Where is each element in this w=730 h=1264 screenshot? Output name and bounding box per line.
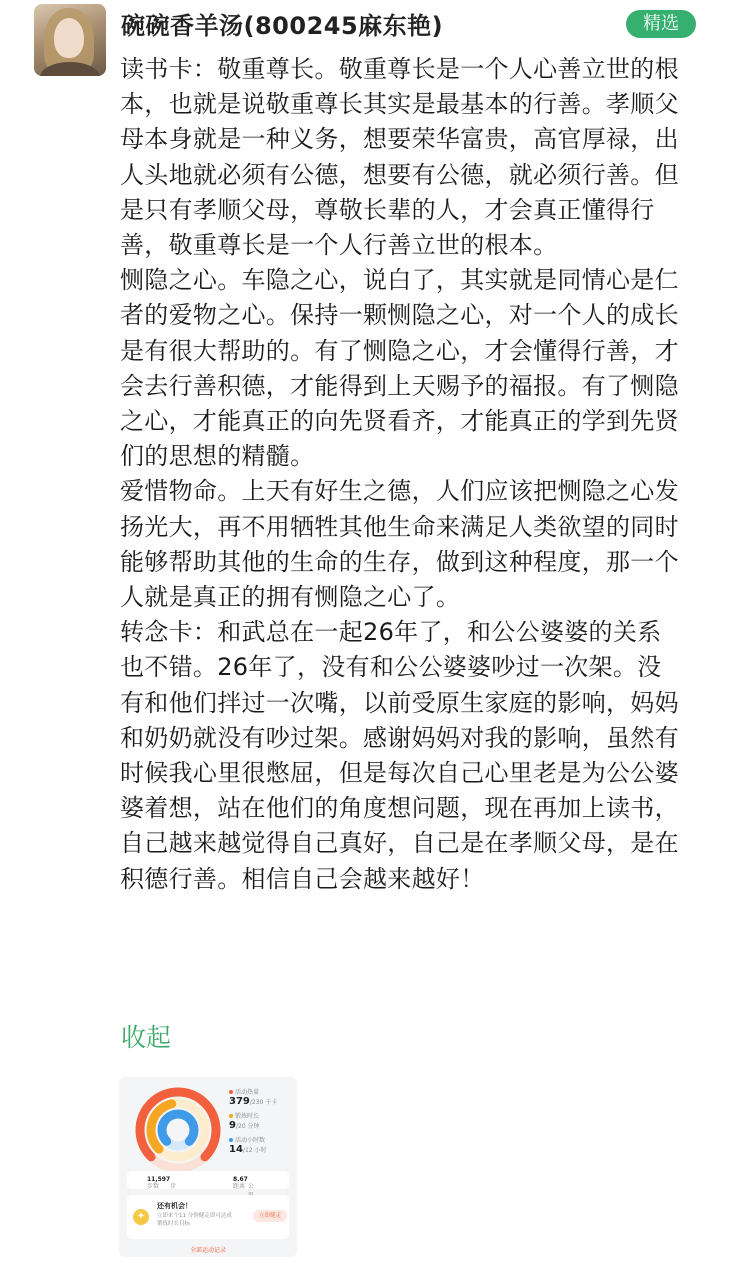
- exercise-stat: 锻炼时长 9/20 分钟: [229, 1113, 260, 1131]
- chance-description: 立即来个11 分钟健走即可达成锻炼时长目标: [157, 1213, 232, 1227]
- post-content: [120, 52, 680, 897]
- calories-stat: 活动热量 379/230 千卡: [229, 1089, 278, 1107]
- activity-card-image[interactable]: [119, 1077, 297, 1257]
- steps-distance-row: 步数 11,597 步 距离 8.67 公: [127, 1171, 289, 1189]
- activity-rings: [133, 1085, 223, 1175]
- post-paragraph: 转念卡：和武总在一起26年了，和公公婆婆的关系也不错。26年了，没有和公公婆婆吵过一次架。没有和他们拌过一次嘴，以前受原生家庭的影响，妈妈和奶奶就没有吵过架。感谢妈妈对我的影响，虽然有时候我心里很憋屈，但是每次自己心里老是为公公婆婆着想，站在他们的角度想问题，现在再加上读书，自己越来越觉得自己真好，自己是在孝顺父母，是在积德行善。相信自己会越来越好！: [120, 618, 679, 893]
- username[interactable]: 碗碗香羊汤(800245麻东艳): [121, 12, 444, 40]
- chance-box: [127, 1195, 289, 1239]
- featured-badge: 精选: [626, 10, 696, 38]
- running-person-icon: ✦: [133, 1209, 149, 1225]
- chance-title: 还有机会！: [157, 1202, 192, 1210]
- post-paragraph: 恻隐之心。车隐之心，说白了，其实就是同情心是仁者的爱物之心。保持一颗恻隐之心，对一个人的成长是有很大帮助的。有了恻隐之心，才会懂得行善，才会去行善积德，才能得到上天赐予的福报。有了恻隐之心，才能真正的向先贤看齐，才能真正的学到先贤们的思想的精髓。: [120, 266, 679, 471]
- stand-stat: 活动小时数 14/12 小时: [229, 1137, 267, 1155]
- avatar[interactable]: [34, 4, 106, 76]
- all-records-link[interactable]: 全部运动记录: [189, 1247, 226, 1254]
- start-walk-button[interactable]: 立即健走: [253, 1210, 287, 1222]
- collapse-link[interactable]: 收起: [121, 1023, 172, 1052]
- post-paragraph: 读书卡：敬重尊长。敬重尊长是一个人心善立世的根本，也就是说敬重尊长其实是最基本的行善。孝顺父母本身就是一种义务，想要荣华富贵，高官厚禄，出人头地就必须有公德，想要有公德，就必须行善。但是只有孝顺父母，尊敬长辈的人，才会真正懂得行善，敬重尊长是一个人行善立世的根本。: [120, 55, 679, 260]
- post-paragraph: 爱惜物命。上天有好生之德，人们应该把恻隐之心发扬光大，再不用牺牲其他生命来满足人类欲望的同时能够帮助其他的生命的生存，做到这种程度，那一个人就是真正的拥有恻隐之心了。: [120, 477, 679, 612]
- stand-ring: [162, 1114, 194, 1141]
